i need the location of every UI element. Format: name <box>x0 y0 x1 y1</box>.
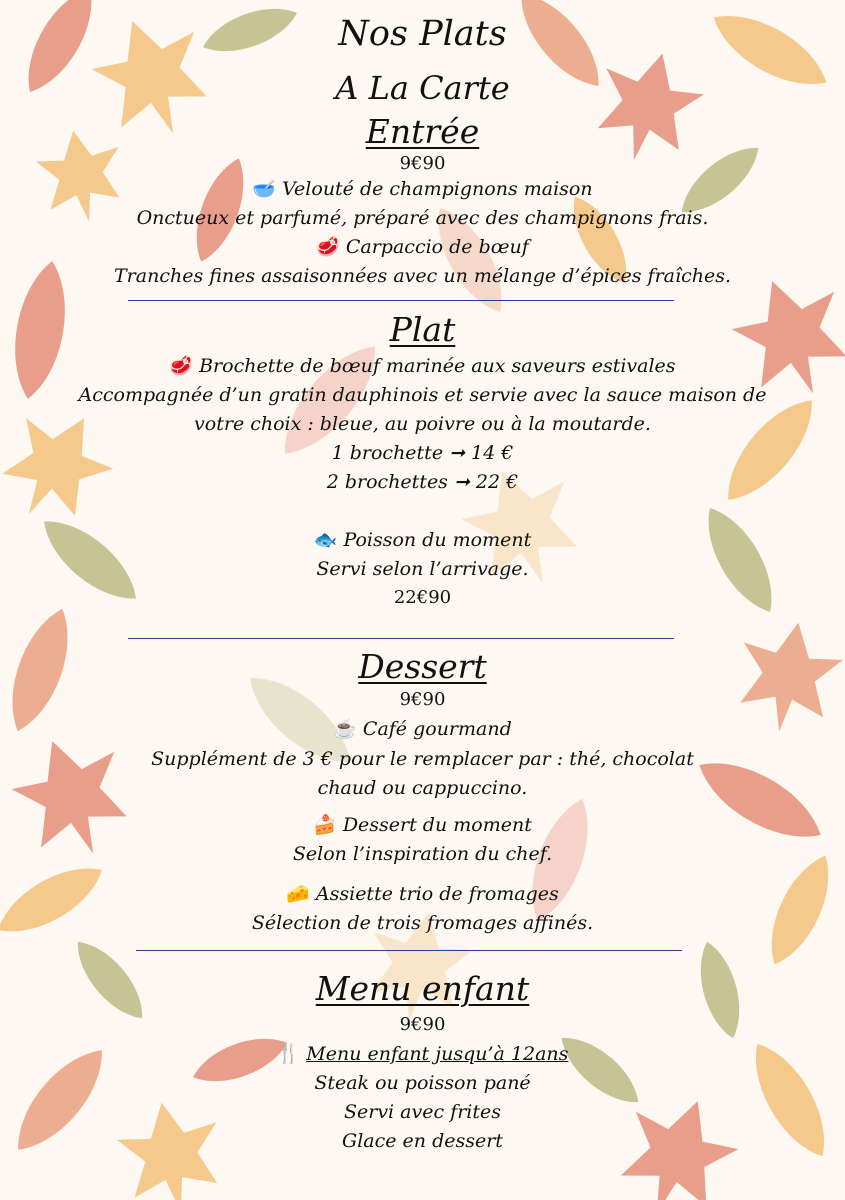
soup-bowl-icon: 🥣 <box>252 178 277 200</box>
dessert-price: 9€90 <box>399 689 446 710</box>
enfant-line: Steak ou poisson pané <box>314 1072 531 1094</box>
enfant-price: 9€90 <box>399 1014 446 1035</box>
entree-item-veloute <box>0 177 845 201</box>
item-price: 22€90 <box>393 587 452 608</box>
item-name: Café gourmand <box>362 718 512 740</box>
item-name: Brochette de bœuf marinée aux saveurs estivales <box>199 355 676 377</box>
dessert-item-cafe <box>0 717 845 741</box>
item-name: Menu enfant jusqu’à 12ans <box>306 1043 569 1065</box>
item-description: Tranches fines assaisonnées avec un mélange d’épices fraîches. <box>114 265 731 287</box>
item-name: Assiette trio de fromages <box>315 883 559 905</box>
price-option: 1 brochette ➞ 14 € <box>331 442 514 464</box>
cake-icon: 🍰 <box>313 814 337 836</box>
dessert-item-moment <box>0 813 845 837</box>
enfant-line: Servi avec frites <box>343 1101 501 1123</box>
item-description: Accompagnée d’un gratin dauphinois et servie avec la sauce maison de <box>78 384 767 406</box>
item-name: Poisson du moment <box>343 529 532 551</box>
item-description: Onctueux et parfumé, préparé avec des champignons frais. <box>136 207 709 229</box>
enfant-line: Glace en dessert <box>342 1130 503 1152</box>
section-divider <box>128 300 674 301</box>
coffee-icon: ☕ <box>333 718 357 740</box>
item-description: chaud ou cappuccino. <box>317 777 528 799</box>
item-description: Selon l’inspiration du chef. <box>292 843 553 865</box>
price-option: 2 brochettes ➞ 22 € <box>326 471 519 493</box>
dessert-item-fromages <box>0 882 845 906</box>
dessert-heading: Dessert <box>358 647 487 686</box>
plat-heading: Plat <box>389 310 456 349</box>
section-divider <box>128 638 674 639</box>
entree-price: 9€90 <box>399 153 446 174</box>
cheese-icon: 🧀 <box>286 883 310 905</box>
fork-knife-icon: 🍴 <box>276 1043 301 1065</box>
menu-subtitle: A La Carte <box>335 69 510 107</box>
fish-icon: 🐟 <box>313 529 338 551</box>
enfant-menu-title <box>0 1042 845 1066</box>
menu-title: Nos Plats <box>338 14 507 54</box>
item-description: votre choix : bleue, au poivre ou à la moutarde. <box>194 413 651 435</box>
entree-heading: Entrée <box>365 112 480 151</box>
steak-icon: 🥩 <box>316 236 340 258</box>
item-description: Supplément de 3 € pour le remplacer par : thé, chocolat <box>151 748 694 770</box>
plat-item-brochette <box>0 354 845 378</box>
entree-item-carpaccio <box>0 235 845 259</box>
item-name: Carpaccio de bœuf <box>345 236 529 258</box>
item-description: Servi selon l’arrivage. <box>316 558 529 580</box>
plat-item-poisson <box>0 528 845 552</box>
section-divider <box>136 950 682 951</box>
enfant-heading: Menu enfant <box>315 969 530 1008</box>
item-description: Sélection de trois fromages affinés. <box>251 912 594 934</box>
steak-icon: 🥩 <box>169 355 194 377</box>
item-name: Velouté de champignons maison <box>282 178 593 200</box>
item-name: Dessert du moment <box>342 814 532 836</box>
